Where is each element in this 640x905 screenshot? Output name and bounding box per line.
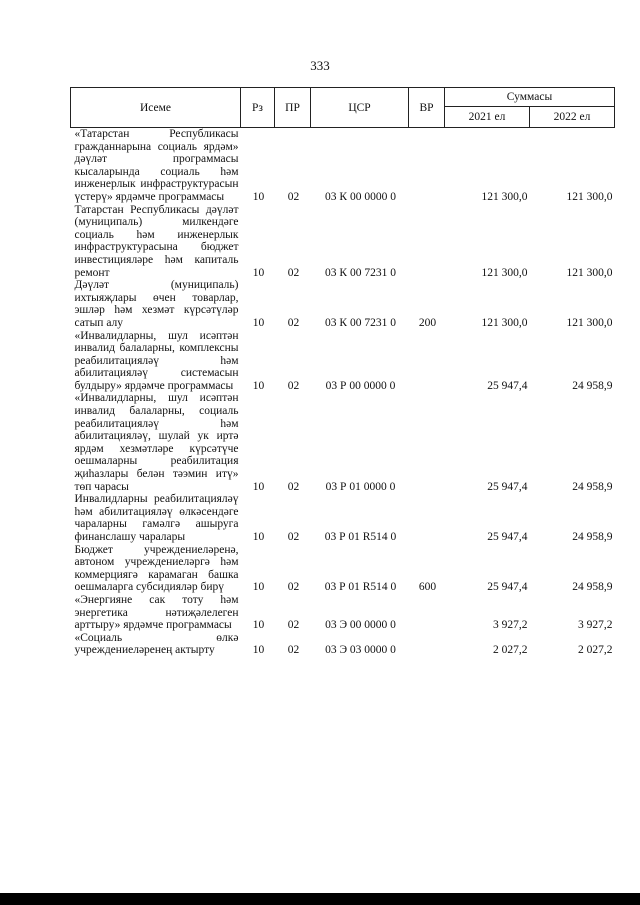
row-rz: 10	[252, 619, 265, 632]
table-row	[71, 392, 615, 493]
header-vr: ВР	[409, 88, 445, 128]
row-amount-2022: 24 958,9	[572, 581, 613, 594]
row-rz: 10	[252, 266, 265, 279]
row-rz: 10	[252, 531, 265, 543]
header-rz: Рз	[241, 88, 275, 128]
table-row	[71, 204, 615, 280]
table-row	[71, 279, 615, 329]
page-number: 333	[310, 58, 330, 73]
row-pr: 02	[287, 644, 300, 657]
row-csr: 03 Р 01 R514 0	[324, 581, 397, 594]
row-vr	[409, 392, 445, 493]
table-row	[71, 632, 615, 657]
row-csr: 03 Р 00 0000 0	[325, 379, 396, 392]
row-amount-2022: 121 300,0	[566, 190, 613, 203]
header-pr: ПР	[275, 88, 311, 128]
row-pr: 02	[287, 581, 300, 594]
table-row	[71, 330, 615, 393]
header-sums: Суммасы	[445, 88, 615, 107]
row-rz: 10	[252, 316, 265, 329]
row-amount-2022: 121 300,0	[566, 316, 613, 329]
row-amount-2022: 24 958,9	[572, 379, 613, 392]
budget-table	[70, 87, 615, 657]
row-pr: 02	[287, 266, 300, 279]
row-amount-2022: 24 958,9	[572, 531, 613, 543]
row-vr	[409, 128, 445, 204]
row-pr: 02	[287, 531, 300, 543]
table-row	[71, 128, 615, 204]
row-amount-2021: 121 300,0	[481, 190, 528, 203]
row-csr: 03 К 00 7231 0	[325, 316, 396, 329]
row-vr	[409, 594, 445, 632]
row-csr: 03 Р 01 R514 0	[324, 531, 397, 543]
row-csr: 03 К 00 0000 0	[325, 190, 396, 203]
header-name: Исеме	[71, 88, 241, 128]
row-amount-2021: 25 947,4	[487, 480, 528, 493]
row-name: Инвалидларны реабилитацияләү һәм абилитацияләү өлкәсендәге чараларны гамәлгә ашыруга финанслашу чаралары	[74, 493, 239, 543]
row-amount-2021: 121 300,0	[481, 316, 528, 329]
row-amount-2021: 3 927,2	[493, 619, 528, 632]
row-csr: 03 Э 00 0000 0	[325, 619, 396, 632]
header-year-2022: 2022 ел	[530, 107, 615, 128]
row-rz: 10	[252, 644, 265, 657]
row-name: Татарстан Республикасы дәүләт (муниципаль) милкендәге социаль һәм инженерлык инфраструктурасына бюджет инвестицияләре һәм капиталь ремонт	[74, 203, 239, 279]
scan-border	[0, 893, 640, 905]
row-pr: 02	[287, 316, 300, 329]
row-amount-2021: 25 947,4	[487, 531, 528, 543]
header-csr: ЦСР	[311, 88, 409, 128]
row-amount-2021: 121 300,0	[481, 266, 528, 279]
row-rz: 10	[252, 190, 265, 203]
row-csr: 03 К 00 7231 0	[325, 266, 396, 279]
row-pr: 02	[287, 480, 300, 493]
row-amount-2021: 2 027,2	[493, 644, 528, 657]
row-amount-2022: 3 927,2	[578, 619, 613, 632]
row-name: «Татарстан Республикасы гражданнарына социаль ярдәм» дәүләт программасы кысаларында социаль һәм инженерлык инфраструктурасын үстерү» ярдәмче программасы	[74, 128, 239, 203]
row-amount-2021: 25 947,4	[487, 581, 528, 594]
table-row	[71, 594, 615, 632]
row-name: «Энергияне сак тоту һәм энергетика нәтиҗәлелеген арттыру» ярдәмче программасы	[74, 593, 239, 632]
row-pr: 02	[287, 619, 300, 632]
row-amount-2022: 2 027,2	[578, 644, 613, 657]
table-row	[71, 493, 615, 543]
row-amount-2022: 121 300,0	[566, 266, 613, 279]
row-name: «Инвалидларны, шул исәптән инвалид балаларны, социаль реабилитацияләү һәм абилитацияләү, шулай ук иртә ярдәм хезмәтләре күрсәтүче оешмаларны реабилитация җиһазлары белән тәэмин итү» төп чарасы	[74, 392, 239, 493]
row-name: Бюджет учреждениеләренә, автоном учреждениеләргә һәм коммерциягә карамаган башка оешмаларга субсидияләр бирү	[74, 543, 239, 594]
row-name: «Инвалидларны, шул исәптән инвалид балаларны, комплексны реабилитацияләү һәм абилитацияләү системасын булдыру» ярдәмче программасы	[74, 329, 239, 392]
row-rz: 10	[252, 581, 265, 594]
row-vr	[409, 632, 445, 657]
row-pr: 02	[287, 379, 300, 392]
row-vr	[409, 330, 445, 393]
row-pr: 02	[287, 190, 300, 203]
table-row	[71, 544, 615, 594]
row-amount-2022: 24 958,9	[572, 480, 613, 493]
row-vr	[409, 493, 445, 543]
row-rz: 10	[252, 379, 265, 392]
row-name: Дәүләт (муниципаль) ихтыяҗлары өчен товарлар, эшләр һәм хезмәт күрсәтүләр сатып алу	[74, 279, 239, 329]
row-csr: 03 Э 03 0000 0	[325, 644, 396, 657]
row-amount-2021: 25 947,4	[487, 379, 528, 392]
row-name: «Социаль өлкә учреждениеләренең актырту	[74, 631, 239, 657]
header-year-2021: 2021 ел	[445, 107, 530, 128]
row-csr: 03 Р 01 0000 0	[325, 480, 396, 493]
row-vr: 600	[418, 581, 437, 594]
row-rz: 10	[252, 480, 265, 493]
row-vr: 200	[418, 316, 437, 329]
row-vr	[409, 204, 445, 280]
